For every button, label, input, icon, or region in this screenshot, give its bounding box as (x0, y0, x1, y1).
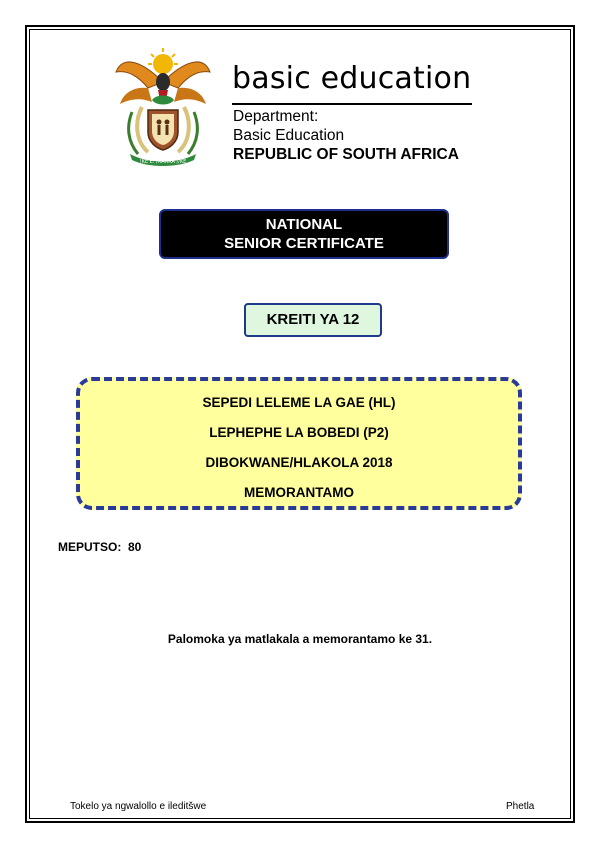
subject-box (76, 377, 522, 510)
exam-session-line: DIBOKWANE/HLAKOLA 2018 (205, 455, 393, 470)
certificate-line-2: SENIOR CERTIFICATE (224, 235, 384, 252)
department-block (233, 107, 459, 164)
grade-badge: KREITI YA 12 (244, 303, 382, 337)
page-count-note: Palomoka ya matlakala a memorantamo ke 31. (167, 632, 433, 646)
brand-underline (232, 103, 472, 105)
total-marks: MEPUTSO: 80 (58, 540, 142, 554)
copyright-notice: Tokelo ya ngwalollo e ileditšwe (70, 801, 207, 812)
brand-title: basic education (232, 61, 472, 96)
department-label: Department: (233, 108, 319, 125)
memorandum-line: MEMORANTAMO (244, 485, 354, 500)
certificate-banner (159, 209, 449, 259)
department-name: Basic Education (233, 127, 345, 144)
coat-of-arms-logo (108, 42, 218, 167)
certificate-line-1: NATIONAL (265, 216, 343, 233)
country-name: REPUBLIC OF SOUTH AFRICA (233, 146, 459, 163)
paper-line: LEPHEPHE LA BOBEDI (P2) (209, 425, 389, 440)
svg-text:!KE E: /XARRA //KE: !KE E: /XARRA //KE (139, 159, 187, 165)
turn-over-note: Phetla (506, 801, 535, 812)
subject-line: SEPEDI LELEME LA GAE (HL) (202, 395, 396, 410)
